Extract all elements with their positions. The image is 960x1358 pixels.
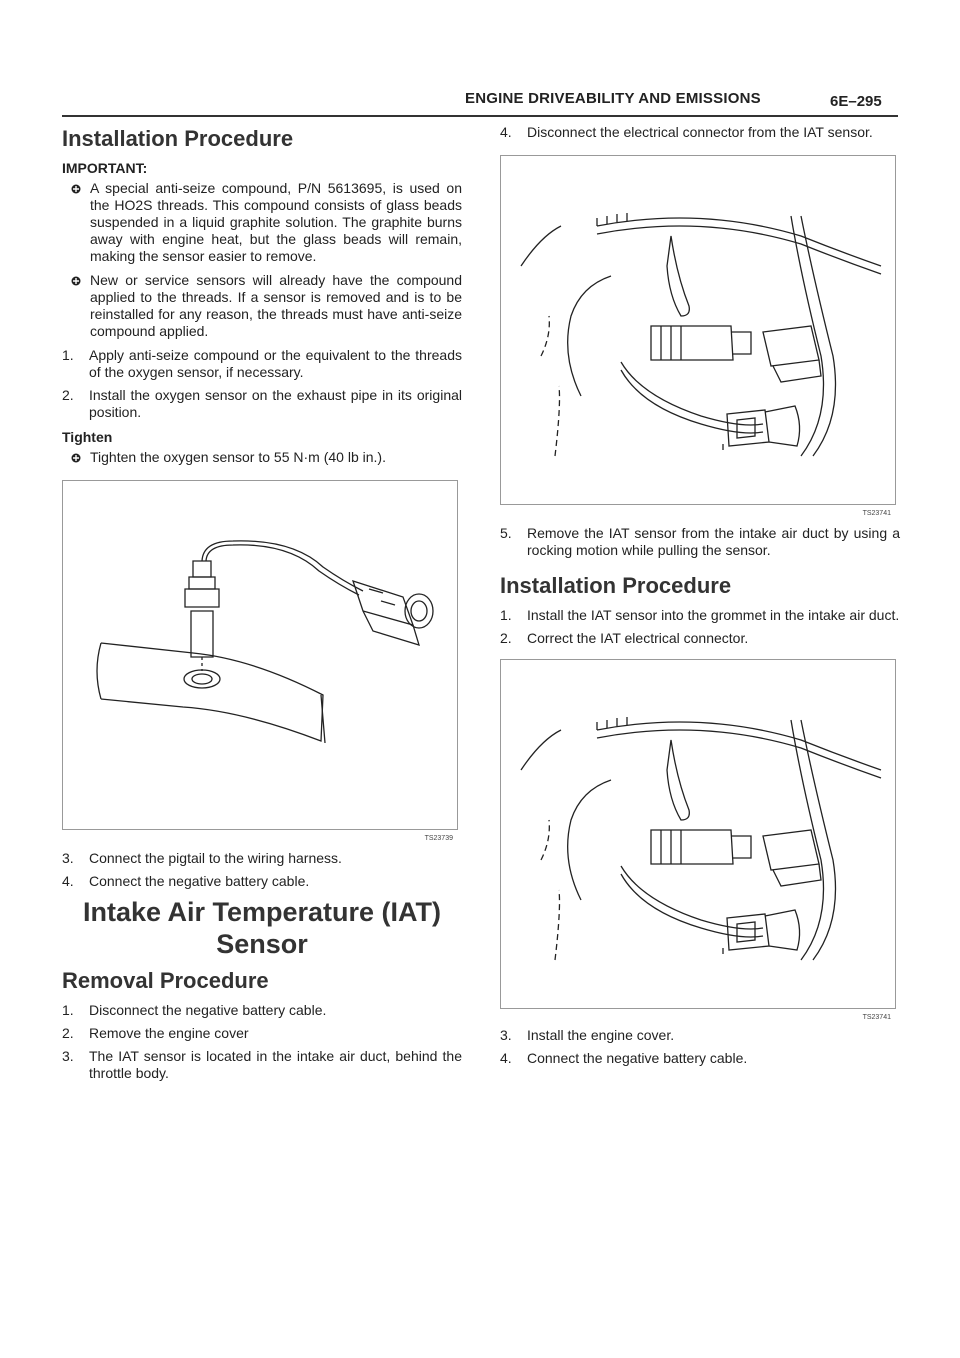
bullet-icon	[71, 453, 81, 463]
step-item: 2. Install the oxygen sensor on the exhaust pipe in its original position.	[62, 387, 462, 420]
step-item: 1. Disconnect the negative battery cable.	[62, 1002, 327, 1018]
iat-connector-figure	[500, 659, 896, 1021]
step-item: 4. Connect the negative battery cable.	[500, 1050, 748, 1066]
section-title: ENGINE DRIVEABILITY AND EMISSIONS	[465, 90, 761, 107]
tighten-bullet: Tighten the oxygen sensor to 55 N·m (40 lb in.).	[62, 449, 462, 466]
tighten-label: Tighten	[62, 429, 113, 445]
step-item: 3. Install the engine cover.	[500, 1027, 675, 1043]
oxygen-sensor-illustration	[63, 481, 457, 829]
figure-id: TS23741	[862, 510, 891, 517]
install-heading: Installation Procedure	[500, 573, 732, 598]
bullet-icon	[71, 276, 81, 286]
step-item: 3. Connect the pigtail to the wiring harness.	[62, 850, 342, 866]
iat-section-title: Intake Air Temperature (IAT) Sensor	[82, 897, 442, 959]
step-item: 3. The IAT sensor is located in the intake air duct, behind the throttle body.	[62, 1048, 462, 1081]
page-number: 6E–295	[830, 93, 882, 110]
step-item: 1. Install the IAT sensor into the grommet in the intake air duct.	[500, 607, 900, 623]
step-item: 4. Disconnect the electrical connector from the IAT sensor.	[500, 124, 873, 140]
step-item: 5. Remove the IAT sensor from the intake air duct by using a rocking motion while pulling the sensor.	[500, 525, 900, 558]
left-column	[62, 120, 462, 1088]
important-bullet: New or service sensors will already have the compound applied to the threads. If a sensor is removed and is to be reinstalled for any reason, the threads must have anti-seize compound applied.	[62, 272, 462, 340]
installation-heading: Installation Procedure	[62, 126, 294, 151]
page-header	[0, 88, 960, 118]
figure-id: TS23741	[862, 1014, 891, 1021]
step-item: 1. Apply anti-seize compound or the equivalent to the threads of the oxygen sensor, if necessary.	[62, 347, 462, 380]
step-item: 4. Connect the negative battery cable.	[62, 873, 310, 889]
step-item: 2. Remove the engine cover	[62, 1025, 249, 1041]
important-label: IMPORTANT:	[62, 160, 148, 176]
step-item: 2. Correct the IAT electrical connector.	[500, 630, 749, 646]
important-bullet: A special anti-seize compound, P/N 5613695, is used on the HO2S threads. This compound consists of glass beads suspended in a liquid graphite solution. The graphite burns away with engine heat, but the glass beads will remain, making the sensor easier to remove.	[62, 180, 462, 265]
iat-connector-illustration	[501, 156, 895, 504]
header-rule	[62, 115, 898, 117]
oxygen-sensor-figure	[62, 480, 458, 842]
bullet-icon	[71, 184, 81, 194]
iat-connector-illustration	[501, 660, 895, 1008]
right-column	[500, 120, 900, 1073]
iat-connector-figure	[500, 155, 896, 517]
figure-id: TS23739	[424, 835, 453, 842]
removal-heading: Removal Procedure	[62, 968, 269, 993]
